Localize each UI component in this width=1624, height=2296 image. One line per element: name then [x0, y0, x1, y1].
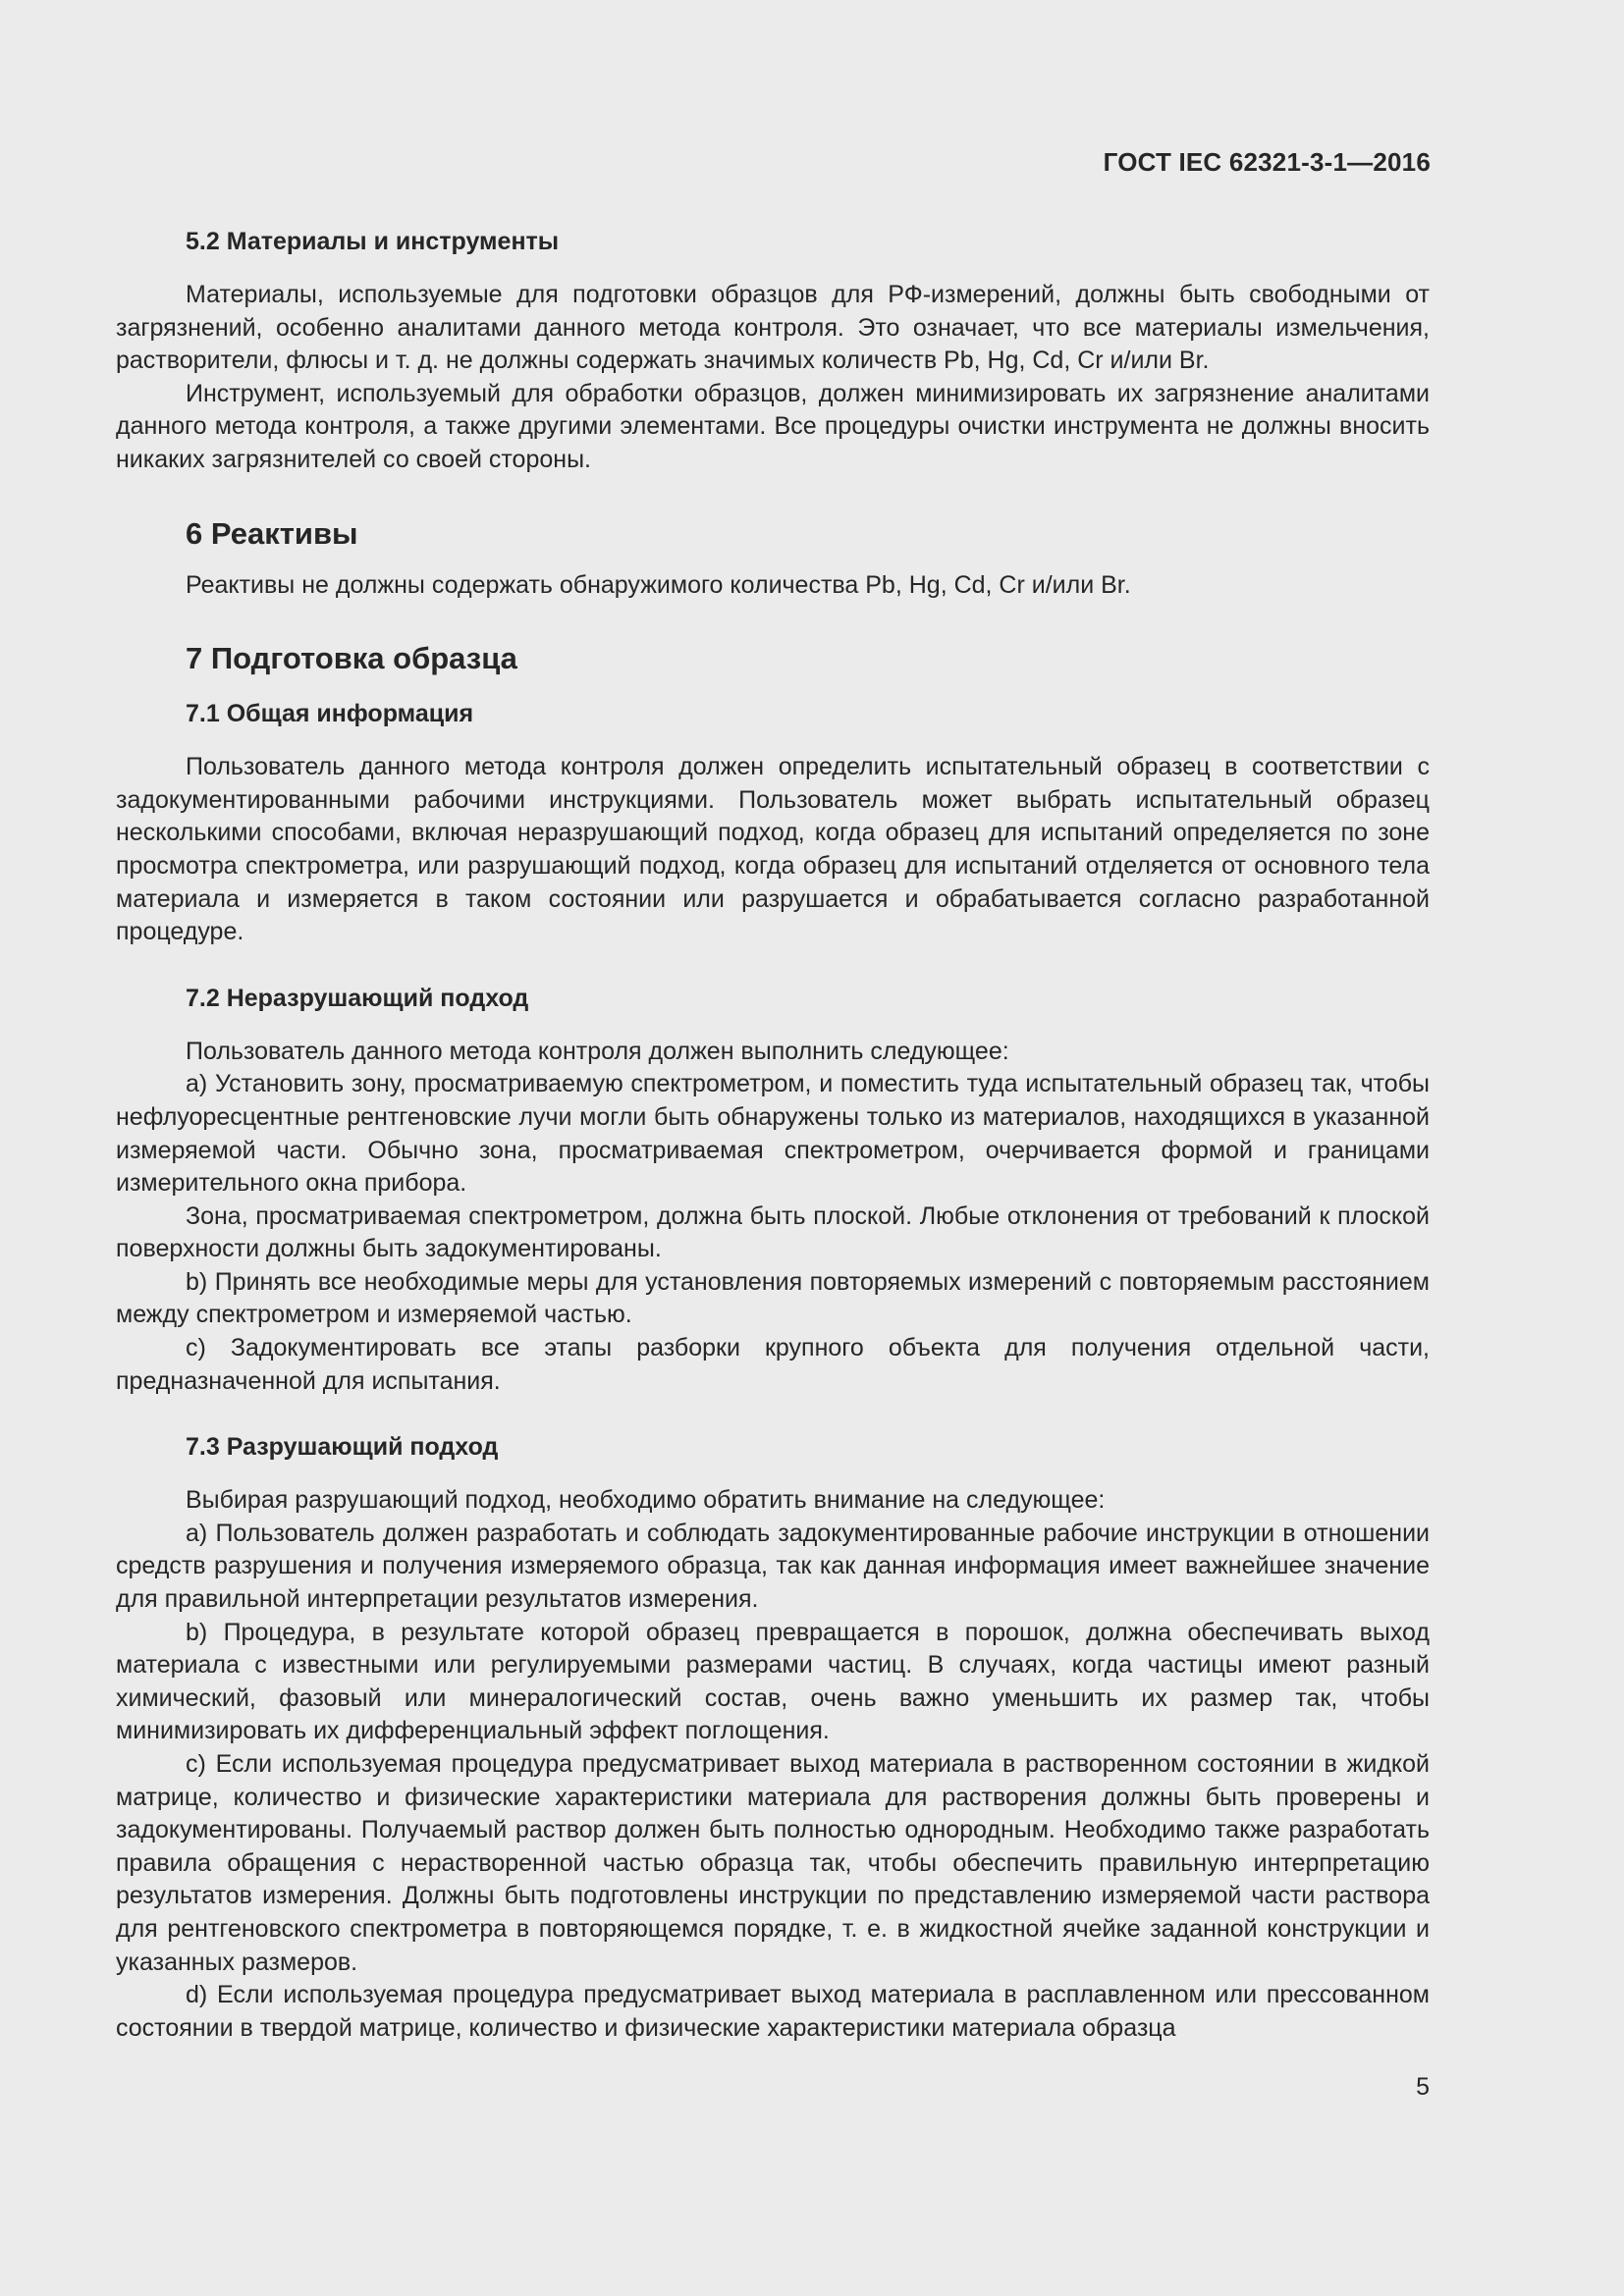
paragraph: Реактивы не должны содержать обнаружимого количества Pb, Hg, Cd, Cr и/или Br.: [186, 570, 1131, 599]
page-body: [116, 222, 1430, 2045]
list-item-b: b) Принять все необходимые меры для установления повторяемых измерений с повторяемым расстоянием между спектрометром и измеряемой частью.: [116, 1267, 1430, 1329]
list-item-c: c) Задокументировать все этапы разборки крупного объекта для получения отдельной части, предназначенной для испытания.: [116, 1334, 1430, 1395]
section-title-7: 7 Подготовка образца: [186, 641, 517, 676]
list-item-d: d) Если используемая процедура предусматривает выход материала в расплавленном или прессованном состоянии в твердой матрице, количество и физические характеристики материала образца: [116, 1981, 1430, 2042]
subsection-title-7-1: 7.1 Общая информация: [186, 700, 474, 728]
paragraph: Инструмент, используемый для обработки образцов, должен минимизировать их загрязнение аналитами данного метода контроля, а также другими элементами. Все процедуры очистки инструмента не должны вносить никаких загрязнителей со своей стороны.: [116, 379, 1430, 473]
list-item-a: a) Пользователь должен разработать и соблюдать задокументированные рабочие инструкции в отношении средств разрушения и получения измеряемого образца, так как данная информация имеет важнейшее значение для правильной интерпретации результатов измерения.: [116, 1519, 1430, 1614]
subsection-title-7-2: 7.2 Неразрушающий подход: [186, 984, 529, 1012]
list-item-b: b) Процедура, в результате которой образец превращается в порошок, должна обеспечивать выход материала с известными или регулируемыми размерами частиц. В случаях, когда частицы имеют разный химический, фазовый или минералогический состав, очень важно уменьшить их размер так, чтобы минимизировать их дифференциальный эффект поглощения.: [116, 1618, 1430, 1745]
subsection-title-5-2: 5.2 Материалы и инструменты: [186, 228, 560, 255]
subsection-title-7-3: 7.3 Разрушающий подход: [186, 1433, 499, 1462]
page-number: 5: [1416, 2073, 1430, 2101]
paragraph: Зона, просматриваемая спектрометром, должна быть плоской. Любые отклонения от требований к плоской поверхности должны быть задокументированы.: [116, 1201, 1430, 1263]
list-item-c: c) Если используемая процедура предусматривает выход материала в растворенном состоянии в жидкой матрице, количество и физические характеристики материала для растворения должны быть проверены и задокументированы. Получаемый раствор должен быть полностью однородным. Необходимо также разработать правила обращения с нерастворенной частью образца так, чтобы обеспечить правильную интерпретацию результатов измерения. Должны быть подготовлены инструкции по представлению измеряемой части раствора для рентгеновского спектрометра в повторяющемся порядке, т. е. в жидкостной ячейке заданной конструкции и указанных размеров.: [116, 1750, 1430, 1976]
section-title-6: 6 Реактивы: [186, 515, 358, 551]
document-code-header: ГОСТ IEC 62321-3-1—2016: [1103, 147, 1431, 177]
paragraph: Пользователь данного метода контроля должен выполнить следующее:: [186, 1037, 1009, 1065]
list-item-a: a) Установить зону, просматриваемую спектрометром, и поместить туда испытательный образец так, чтобы нефлуоресцентные рентгеновские лучи могли быть обнаружены только из материалов, находящихся в указанной измеряемой части. Обычно зона, просматриваемая спектрометром, очерчивается формой и границами измерительного окна прибора.: [116, 1070, 1430, 1198]
paragraph: Выбирая разрушающий подход, необходимо обратить внимание на следующее:: [186, 1486, 1106, 1515]
paragraph: Пользователь данного метода контроля должен определить испытательный образец в соответствии с задокументированными рабочими инструкциями. Пользователь может выбрать испытательный образец несколькими способами, включая неразрушающий подход, когда образец для испытаний определяется по зоне просмотра спектрометра, или разрушающий подход, когда образец для испытаний отделяется от основного тела материала и измеряется в таком состоянии или разрушается и обрабатывается согласно разработанной процедуре.: [116, 753, 1430, 946]
paragraph: Материалы, используемые для подготовки образцов для РФ-измерений, должны быть свободными от загрязнений, особенно аналитами данного метода контроля. Это означает, что все материалы измельчения, растворители, флюсы и т. д. не должны содержать значимых количеств Pb, Hg, Cd, Cr и/или Br.: [116, 281, 1430, 375]
